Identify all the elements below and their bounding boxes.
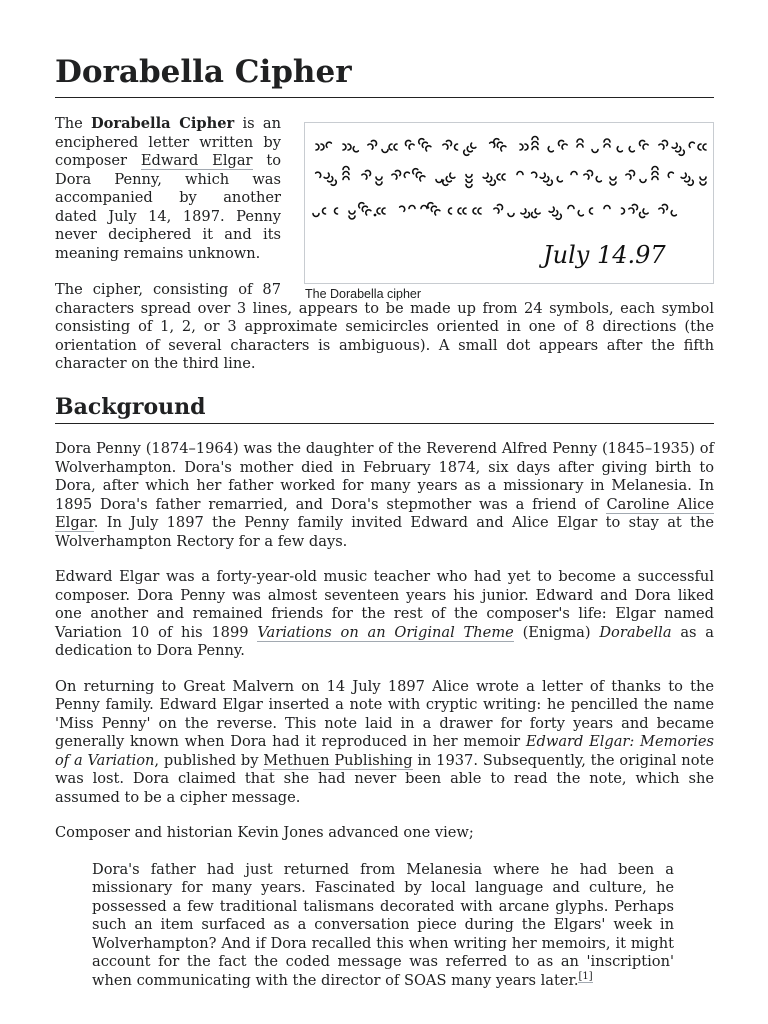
cipher-image[interactable] bbox=[304, 122, 714, 284]
background-paragraph-1: Dora Penny (1874–1964) was the daughter of the Reverend Alfred Penny (1845–1935) of Wolverhampton. Dora's mother died in February 1874, six days after giving birth to Dora, after which her father worked for many years as a missionary in Melanesia. In 1895 Dora's father remarried, and Dora's stepmother was a friend of Caroline Alice Elgar. In July 1897 the Penny family invited Edward and Alice Elgar to stay at the Wolverhampton Rectory for a few days. bbox=[55, 440, 714, 550]
cipher-glyph bbox=[540, 173, 553, 186]
cipher-glyph bbox=[392, 169, 402, 179]
intro-section bbox=[55, 115, 714, 374]
link-edward-elgar[interactable]: Edward Elgar bbox=[140, 152, 253, 169]
cipher-glyph bbox=[368, 139, 378, 149]
cipher-glyph bbox=[530, 209, 540, 219]
cipher-glyph bbox=[616, 147, 622, 153]
cipher-glyph bbox=[441, 173, 454, 186]
background-section bbox=[55, 440, 714, 1007]
cipher-glyph bbox=[409, 206, 415, 209]
cipher-glyph bbox=[672, 143, 685, 156]
cipher-signature: July 14.97 bbox=[543, 241, 666, 269]
blockquote bbox=[92, 861, 674, 991]
cipher-glyph bbox=[517, 172, 523, 175]
cipher-glyph bbox=[483, 173, 496, 186]
cipher-glyph bbox=[325, 141, 331, 147]
cipher-glyph bbox=[629, 203, 639, 213]
cipher-glyph bbox=[497, 174, 505, 180]
cipher-glyph bbox=[590, 208, 593, 214]
cipher-glyph bbox=[667, 171, 673, 177]
cipher-glyph bbox=[458, 208, 466, 214]
cipher-glyph bbox=[700, 177, 706, 185]
cipher-glyph bbox=[421, 206, 427, 209]
bold-term: Dorabella Cipher bbox=[91, 115, 235, 132]
cipher-glyph bbox=[638, 209, 648, 219]
cipher-glyph bbox=[316, 144, 324, 150]
cipher-glyph bbox=[400, 205, 406, 211]
cipher-glyph bbox=[313, 214, 319, 217]
cipher-glyph bbox=[382, 150, 388, 153]
cipher-glyph bbox=[610, 177, 616, 185]
cipher-glyph bbox=[449, 208, 452, 214]
title-divider bbox=[55, 97, 714, 98]
cipher-glyph bbox=[638, 139, 648, 149]
cipher-glyph bbox=[659, 139, 669, 149]
cipher-glyph bbox=[316, 171, 322, 177]
cipher-glyph bbox=[403, 171, 409, 177]
cipher-glyph bbox=[698, 144, 706, 150]
section-divider bbox=[55, 423, 714, 424]
cipher-figure bbox=[303, 115, 714, 301]
quote-text: Dora's father had just returned from Melanesia where he had been a missionary for many years. Fascinated by local language and culture, he possessed a few traditional talismans decorated with arcane glyphs. Perhaps such an item surfaced as a conversation piece during the Elgars' week in Wolverhampton? And if Dora recalled this when writing her memoirs, it might account for the fact the coded message was referred to as an 'inscription' when communicating with the director of SOAS many years later.[1] bbox=[92, 860, 674, 989]
cipher-glyph bbox=[323, 208, 326, 214]
cipher-glyph bbox=[626, 169, 636, 179]
cipher-glyph bbox=[389, 144, 397, 150]
cipher-glyph bbox=[357, 201, 370, 214]
background-paragraph-3: On returning to Great Malvern on 14 July 1897 Alice wrote a letter of thanks to the Penny family. Edward Elgar inserted a note with cryptic writing: he pencilled the name 'Miss Penny' on the reverse. This note laid in a drawer for forty years and became generally known when Dora had it reproduced in her memoir Edward Elgar: Memories of a Variation, published by Methuen Publishing in 1937. Subsequently, the original note was lost. Dora claimed that she had never been able to read the note, which she assumed to be a cipher message. bbox=[55, 677, 715, 806]
cipher-glyph bbox=[521, 209, 531, 219]
link-enigma-variations[interactable]: Variations on an Original Theme bbox=[257, 623, 514, 641]
cipher-glyph bbox=[508, 214, 514, 217]
cipher-glyph bbox=[455, 144, 458, 150]
cipher-glyph bbox=[549, 207, 562, 220]
background-paragraph-2: Edward Elgar was a forty-year-old music teacher who had yet to become a successful composer. Dora Penny was almost seventeen years his junior. Edward and Dora liked one another and remained friends for the rest of the composer's life: Elgar named Variation 10 of his 1899 Variations on an Original Theme (Enigma) Dorabella as a dedication to Dora Penny. bbox=[55, 568, 714, 659]
cipher-glyph bbox=[577, 139, 583, 147]
cipher-glyph bbox=[584, 169, 594, 179]
cipher-glyph bbox=[349, 211, 355, 219]
cipher-glyphs bbox=[305, 123, 713, 283]
intro-paragraph-1: The Dorabella Cipher is an enciphered letter written by composer Edward Elgar to Dora Penny, which was accompanied by another dated July 14, 1897. Penny never deciphered it and its meaning remains unknown. bbox=[55, 115, 282, 262]
cipher-glyph bbox=[556, 177, 562, 183]
cipher-glyph bbox=[362, 169, 372, 179]
page-title: Dorabella Cipher bbox=[55, 54, 352, 90]
cipher-glyph bbox=[604, 139, 610, 147]
cipher-glyph bbox=[622, 208, 625, 214]
cipher-glyph bbox=[532, 171, 538, 177]
citation-ref[interactable]: [1] bbox=[578, 970, 593, 982]
cipher-glyph bbox=[411, 167, 424, 180]
link-caroline-alice-elgar[interactable]: Caroline Alice Elgar bbox=[55, 495, 714, 531]
intro-paragraph-2: The cipher, consisting of 87 characters spread over 3 lines, appears to be made up from 24 symbols, each symbol consisting of 1, 2, or 3 approximate semicircles oriented in one of 8 directions (the orientation of several characters is ambiguous). A small dot appears after the fifth character on the third line. bbox=[55, 281, 714, 372]
cipher-glyph bbox=[335, 208, 338, 214]
cipher-glyph bbox=[640, 180, 646, 183]
cipher-glyph bbox=[595, 177, 601, 183]
cipher-glyph bbox=[547, 147, 553, 153]
cipher-glyph bbox=[681, 173, 694, 186]
link-methuen-publishing[interactable]: Methuen Publishing bbox=[263, 751, 413, 769]
cipher-glyph bbox=[532, 137, 538, 150]
cipher-glyph bbox=[443, 139, 453, 149]
cipher-glyph bbox=[628, 147, 634, 153]
cipher-glyph bbox=[324, 173, 337, 186]
cipher-glyph bbox=[436, 180, 442, 183]
cipher-glyph bbox=[376, 177, 382, 185]
cipher-glyph bbox=[688, 141, 694, 147]
cipher-glyph bbox=[670, 211, 676, 217]
figure-caption: The Dorabella cipher bbox=[305, 287, 422, 301]
cipher-glyph bbox=[343, 167, 349, 180]
cipher-glyph bbox=[473, 208, 481, 214]
cipher-glyph bbox=[520, 144, 528, 150]
cipher-glyph bbox=[352, 147, 358, 153]
cipher-glyph bbox=[557, 139, 567, 149]
cipher-glyph bbox=[426, 201, 439, 214]
cipher-glyph bbox=[659, 203, 669, 213]
cipher-glyph bbox=[494, 203, 504, 213]
cipher-glyph bbox=[417, 137, 430, 150]
cipher-glyph bbox=[568, 206, 574, 209]
section-heading-background: Background bbox=[55, 394, 206, 420]
cipher-glyph bbox=[404, 139, 414, 149]
cipher-dot bbox=[374, 214, 377, 217]
background-paragraph-4: Composer and historian Kevin Jones advanced one view; bbox=[55, 824, 474, 841]
cipher-glyph bbox=[343, 144, 351, 150]
cipher-glyph bbox=[652, 167, 658, 180]
cipher-glyph bbox=[571, 172, 577, 175]
cipher-glyph bbox=[592, 150, 598, 153]
cipher-glyph bbox=[377, 208, 385, 214]
cipher-glyph bbox=[466, 175, 472, 188]
cipher-glyph bbox=[462, 143, 475, 156]
cipher-glyph bbox=[577, 211, 583, 217]
cipher-glyph bbox=[492, 137, 505, 150]
cipher-glyph bbox=[604, 206, 610, 209]
